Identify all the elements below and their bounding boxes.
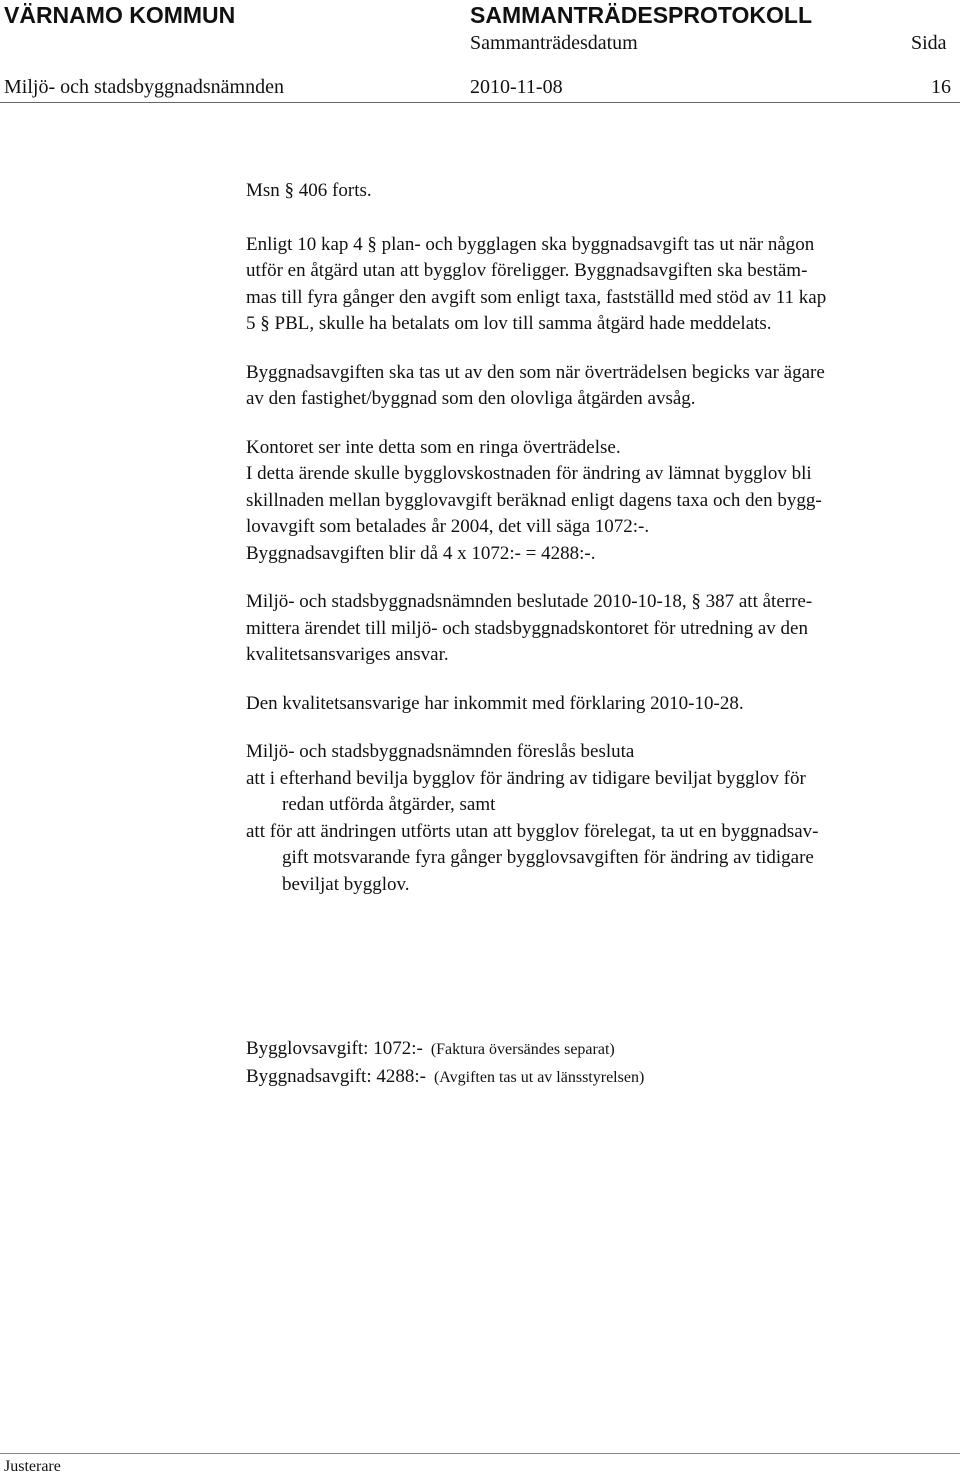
att-clause-1-line: att i efterhand bevilja bygglov för ändring av tidigare beviljat bygglov för	[246, 767, 806, 789]
att-clause-2-line: gift motsvarande fyra gånger bygglovsavgiften för ändring av tidigare	[282, 847, 814, 868]
para3-line: skillnaden mellan bygglovavgift beräknad enligt dagens taxa och den bygg-	[246, 489, 822, 511]
fee-label: Byggnadsavgift: 4288:-	[246, 1066, 426, 1087]
page-label: Sida	[911, 32, 947, 54]
para5-text: Den kvalitetsansvarige har inkommit med förklaring 2010-10-28.	[246, 692, 744, 714]
att-clause-2-line: att för att ändringen utförts utan att bygglov förelegat, ta ut en byggnadsav-	[246, 820, 819, 842]
para4-line: mittera ärendet till miljö- och stadsbyggnadskontoret för utredning av den	[246, 617, 808, 639]
meeting-date-label: Sammanträdesdatum	[470, 32, 638, 54]
para2-line: Byggnadsavgiften ska tas ut av den som när överträdelsen begicks var ägare	[246, 361, 825, 383]
footer-label: Justerare	[4, 1458, 61, 1475]
continuation-heading: Msn § 406 forts.	[246, 180, 372, 201]
para1-line: utför en åtgärd utan att bygglov föreligger. Byggnadsavgiften ska bestäm-	[246, 260, 808, 281]
para3-line: lovavgift som betalades år 2004, det vill säga 1072:-.	[246, 516, 650, 537]
meeting-date: 2010-11-08	[470, 76, 563, 98]
att-clause-2-line: beviljat bygglov.	[282, 873, 410, 895]
para3-line: I detta ärende skulle bygglovskostnaden för ändring av lämnat bygglov bli	[246, 463, 812, 484]
footer-divider	[0, 1453, 960, 1454]
header-divider	[0, 102, 960, 103]
protocol-title: SAMMANTRÄDESPROTOKOLL	[470, 2, 813, 28]
fee-note: (Avgiften tas ut av länsstyrelsen)	[433, 1069, 645, 1086]
fee-row-building-fine	[246, 1063, 644, 1091]
municipality-name: VÄRNAMO KOMMUN	[4, 2, 236, 28]
para4-line: Miljö- och stadsbyggnadsnämnden beslutade 2010-10-18, § 387 att återre-	[246, 591, 813, 612]
page-number: 16	[931, 76, 951, 98]
fee-summary	[246, 1035, 644, 1091]
para3-line: Byggnadsavgiften blir då 4 x 1072:- = 4288:-.	[246, 542, 596, 564]
fee-note: (Faktura översändes separat)	[430, 1041, 615, 1058]
document-body	[246, 178, 958, 898]
para1-line: mas till fyra gånger den avgift som enligt taxa, fastställd med stöd av 11 kap	[246, 286, 827, 308]
fee-label: Bygglovsavgift: 1072:-	[246, 1038, 423, 1059]
proposal-intro: Miljö- och stadsbyggnadsnämnden föreslås besluta	[246, 741, 635, 762]
para3-line: Kontoret ser inte detta som en ringa överträdelse.	[246, 436, 621, 458]
committee-name: Miljö- och stadsbyggnadsnämnden	[4, 76, 284, 98]
para1-line: Enligt 10 kap 4 § plan- och bygglagen ska byggnadsavgift tas ut när någon	[246, 233, 815, 255]
para2-line: av den fastighet/byggnad som den olovliga åtgärden avsåg.	[246, 388, 696, 409]
para1-line: 5 § PBL, skulle ha betalats om lov till samma åtgärd hade meddelats.	[246, 313, 772, 334]
fee-row-building-permit	[246, 1035, 644, 1063]
para4-line: kvalitetsansvariges ansvar.	[246, 644, 449, 665]
att-clause-1-line: redan utförda åtgärder, samt	[282, 794, 496, 815]
